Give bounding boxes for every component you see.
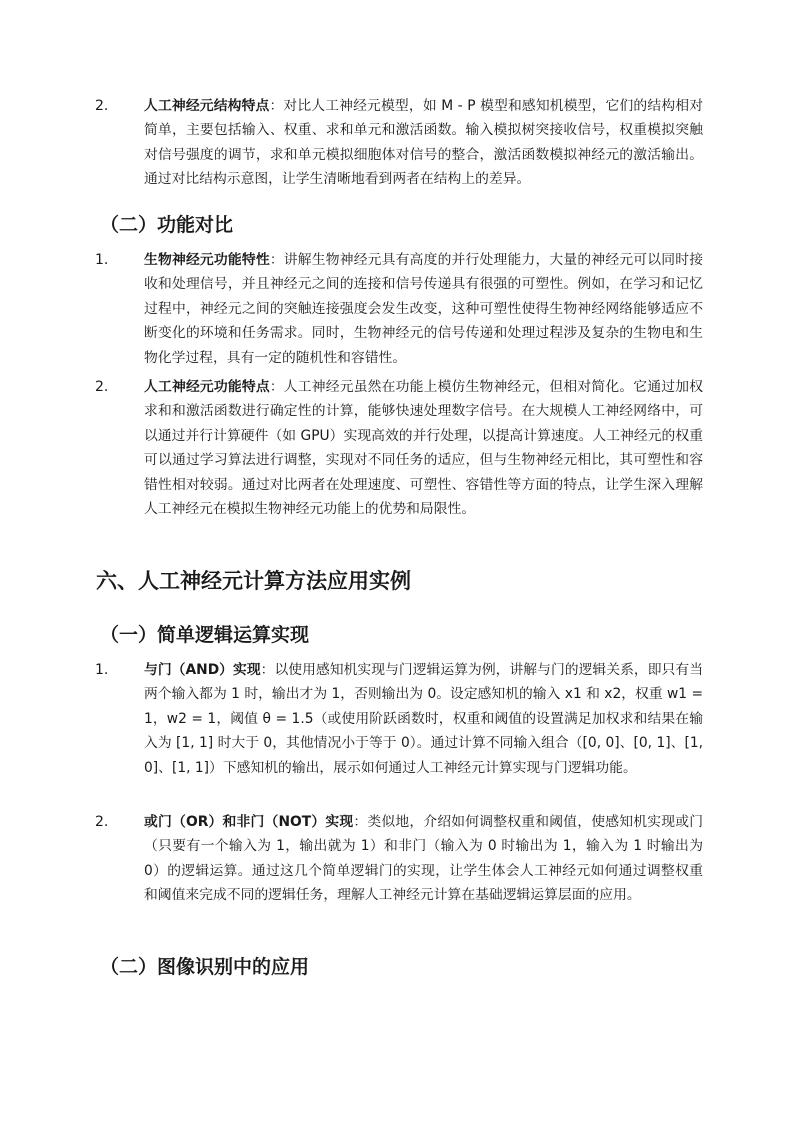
list-item-lead: 人工神经元结构特点 bbox=[144, 98, 270, 114]
list-item-lead: 人工神经元功能特点 bbox=[144, 379, 270, 395]
list-item-body bbox=[144, 658, 703, 780]
list-item bbox=[95, 94, 703, 192]
list-item bbox=[95, 375, 703, 521]
subheading-image-recognition: （二）图像识别中的应用 bbox=[100, 956, 310, 978]
list-item-text: ：人工神经元虽然在功能上模仿生物神经元，但相对简化。它通过加权求和和激活函数进行确定性的计算，能够快速处理数字信号。在大规模人工神经网络中，可以通过并行计算硬件（如 GPU）实现高效的并行处理，以提高计算速度。人工神经元的权重可以通过学习算法进行调整，实现对不同任务的适应，但与生物神经元相比，其可塑性和容错性相对较弱。通过对比两者在处理速度、可塑性、容错性等方面的特点，让学生深入理解人工神经元在模拟生物神经元功能上的优势和局限性。 bbox=[144, 379, 704, 518]
list-item-number: 1. bbox=[95, 662, 109, 678]
list-item-text: ：对比人工神经元模型，如 M - P 模型和感知机模型，它们的结构相对简单，主要包括输入、权重、求和单元和激活函数。输入模拟树突接收信号，权重模拟突触对信号强度的调节，求和单元模拟细胞体对信号的整合，激活函数模拟神经元的激活输出。通过对比结构示意图，让学生清晰地看到两者在结构上的差异。 bbox=[144, 98, 703, 188]
list-item-text: ：以使用感知机实现与门逻辑运算为例，讲解与门的逻辑关系，即只有当两个输入都为 1 时，输出才为 1，否则输出为 0。设定感知机的输入 x1 和 x2，权重 w1 = 1，w2 = 1，阈值 θ = 1.5（或使用阶跃函数时，权重和阈值的设置满足加权求和结果在输入为 [1, 1] 时大于 0，其他情况小于等于 0）。通过计算不同输入组合（[0, 0]、[0, 1]、[1, 0]、[1, 1]）下感知机的输出，展示如何通过人工神经元计算实现与门逻辑功能。 bbox=[144, 662, 704, 776]
list-item-text: ：类似地，介绍如何调整权重和阈值，使感知机实现或门（只要有一个输入为 1，输出就为 1）和非门（输入为 0 时输出为 1，输入为 1 时输出为 0）的逻辑运算。通过这几个简单逻辑门的实现，让学生体会人工神经元如何通过调整权重和阈值来完成不同的逻辑任务，理解人工神经元计算在基础逻辑运算层面的应用。 bbox=[144, 814, 703, 904]
list-item bbox=[95, 658, 703, 780]
list-item-lead: 与门（AND）实现 bbox=[144, 662, 261, 678]
list-item bbox=[95, 810, 703, 908]
list-item-body bbox=[144, 375, 703, 521]
list-item-lead: 或门（OR）和非门（NOT）实现 bbox=[144, 814, 354, 830]
subheading-logic-operations: （一）简单逻辑运算实现 bbox=[100, 624, 310, 646]
list-item-body bbox=[144, 248, 703, 370]
list-item-number: 2. bbox=[95, 98, 109, 114]
list-item-text: ：讲解生物神经元具有高度的并行处理能力，大量的神经元可以同时接收和处理信号，并且神经元之间的连接和信号传递具有很强的可塑性。例如，在学习和记忆过程中，神经元之间的突触连接强度会发生改变，这种可塑性使得生物神经网络能够适应不断变化的环境和任务需求。同时，生物神经元的信号传递和处理过程涉及复杂的生物电和生物化学过程，具有一定的随机性和容错性。 bbox=[144, 252, 704, 366]
list-item-body bbox=[144, 94, 703, 192]
list-item-lead: 生物神经元功能特性 bbox=[144, 252, 270, 268]
section-six-heading: 六、人工神经元计算方法应用实例 bbox=[96, 569, 411, 593]
list-item-number: 2. bbox=[95, 379, 109, 395]
list-item-body bbox=[144, 810, 703, 908]
subheading-function-comparison: （二）功能对比 bbox=[100, 214, 234, 236]
list-item bbox=[95, 248, 703, 370]
list-item-number: 2. bbox=[95, 814, 109, 830]
list-item-number: 1. bbox=[95, 252, 109, 268]
